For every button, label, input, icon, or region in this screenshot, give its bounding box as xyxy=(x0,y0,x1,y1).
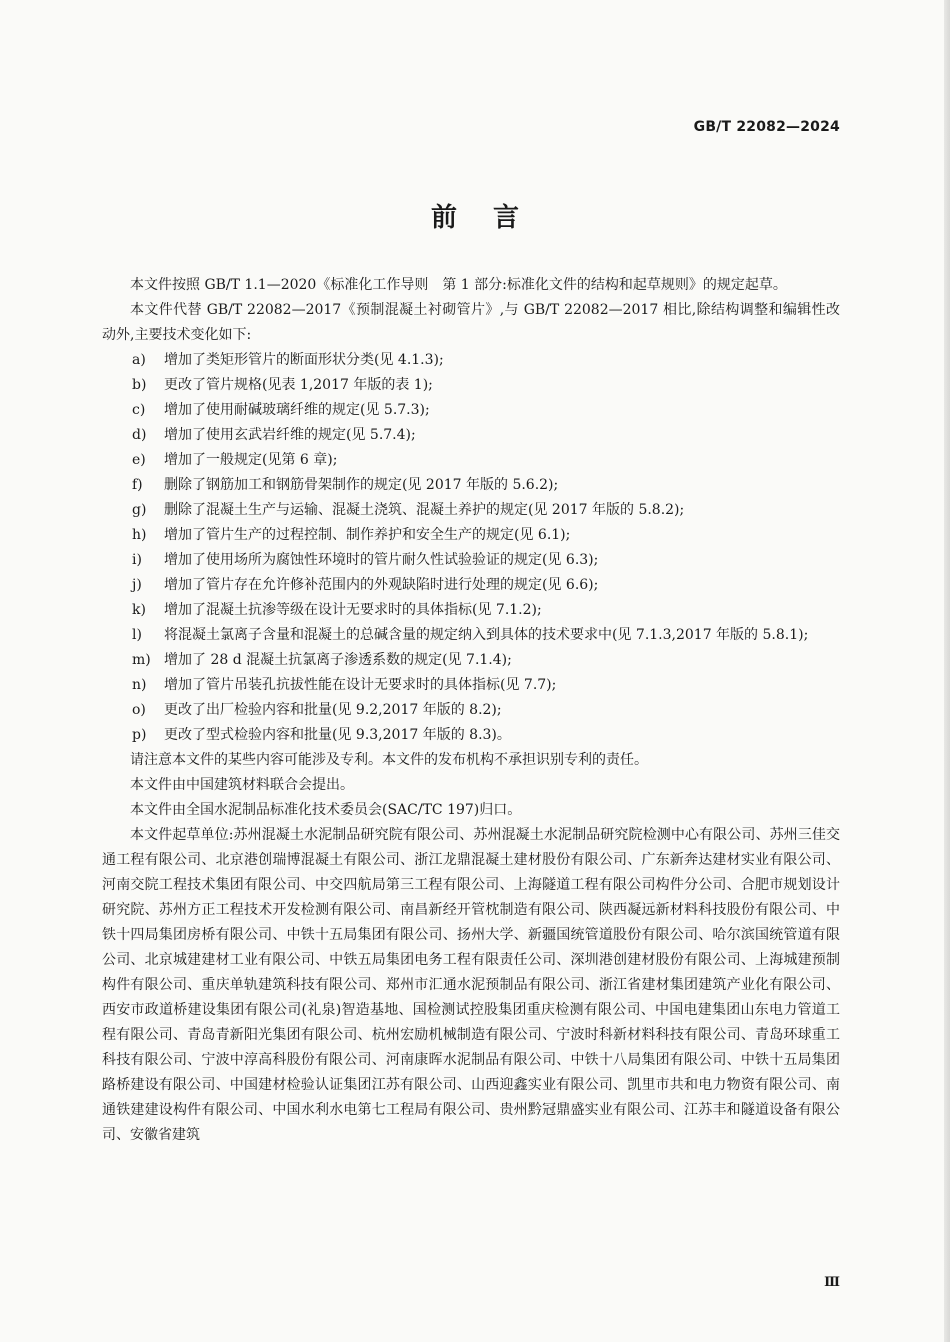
paragraph-proposer: 本文件由中国建筑材料联合会提出。 xyxy=(130,777,354,793)
list-item-text: 增加了使用场所为腐蚀性环境时的管片耐久性试验验证的规定(见 6.3); xyxy=(164,552,599,568)
list-item xyxy=(102,598,840,623)
list-item-text: 删除了钢筋加工和钢筋骨架制作的规定(见 2017 年版的 5.6.2); xyxy=(164,477,559,493)
list-marker: n) xyxy=(132,677,147,693)
list-marker: l) xyxy=(132,627,142,643)
foreword-body xyxy=(102,273,840,1148)
list-item xyxy=(102,473,840,498)
list-marker: f) xyxy=(132,477,143,493)
list-item-text: 增加了一般规定(见第 6 章); xyxy=(164,452,338,468)
list-marker: b) xyxy=(132,377,147,393)
list-item-text: 更改了管片规格(见表 1,2017 年版的表 1); xyxy=(164,377,433,393)
list-marker: j) xyxy=(132,577,142,593)
list-item-text: 更改了型式检验内容和批量(见 9.3,2017 年版的 8.3)。 xyxy=(164,727,511,743)
list-item xyxy=(102,623,840,648)
list-marker: d) xyxy=(132,427,147,443)
list-item xyxy=(102,673,840,698)
list-item xyxy=(102,698,840,723)
list-item-text: 增加了使用耐碱玻璃纤维的规定(见 5.7.3); xyxy=(164,402,430,418)
paragraph-patent-notice: 请注意本文件的某些内容可能涉及专利。本文件的发布机构不承担识别专利的责任。 xyxy=(130,752,648,768)
list-marker: g) xyxy=(132,502,147,518)
paragraph-drafting-rule: 本文件按照 GB/T 1.1—2020《标准化工作导则 第 1 部分:标准化文件的结构和起草规则》的规定起草。 xyxy=(130,277,787,293)
list-item xyxy=(102,348,840,373)
list-item xyxy=(102,648,840,673)
list-item-text: 增加了管片生产的过程控制、制作养护和安全生产的规定(见 6.1); xyxy=(164,527,571,543)
list-item-text: 将混凝土氯离子含量和混凝土的总碱含量的规定纳入到具体的技术要求中(见 7.1.3,2017 年版的 5.8.1); xyxy=(164,627,809,643)
page-number: Ⅲ xyxy=(824,1275,840,1290)
list-marker: p) xyxy=(132,727,147,743)
list-item-text: 增加了混凝土抗渗等级在设计无要求时的具体指标(见 7.1.2); xyxy=(164,602,542,618)
list-item xyxy=(102,373,840,398)
list-item-text: 增加了 28 d 混凝土抗氯离子渗透系数的规定(见 7.1.4); xyxy=(164,652,512,668)
list-marker: o) xyxy=(132,702,146,718)
list-item xyxy=(102,573,840,598)
list-item-text: 更改了出厂检验内容和批量(见 9.2,2017 年版的 8.2); xyxy=(164,702,502,718)
list-marker: c) xyxy=(132,402,146,418)
list-item xyxy=(102,548,840,573)
list-item xyxy=(102,423,840,448)
list-item xyxy=(102,498,840,523)
list-marker: a) xyxy=(132,352,146,368)
list-item-text: 增加了使用玄武岩纤维的规定(见 5.7.4); xyxy=(164,427,416,443)
list-marker: h) xyxy=(132,527,147,543)
list-item xyxy=(102,448,840,473)
list-item-text: 删除了混凝土生产与运输、混凝土浇筑、混凝土养护的规定(见 2017 年版的 5.8.2); xyxy=(164,502,685,518)
list-item-text: 增加了管片存在允许修补范围内的外观缺陷时进行处理的规定(见 6.6); xyxy=(164,577,599,593)
document-code: GB/T 22082—2024 xyxy=(693,119,840,135)
list-item-text: 增加了类矩形管片的断面形状分类(见 4.1.3); xyxy=(164,352,444,368)
list-item xyxy=(102,723,840,748)
changes-list xyxy=(102,348,840,748)
paragraph-committee: 本文件由全国水泥制品标准化技术委员会(SAC/TC 197)归口。 xyxy=(130,802,522,818)
list-item-text: 增加了管片吊装孔抗拔性能在设计无要求时的具体指标(见 7.7); xyxy=(164,677,557,693)
list-marker: i) xyxy=(132,552,142,568)
page-title: 前言 xyxy=(430,203,555,233)
list-item xyxy=(102,523,840,548)
list-item xyxy=(102,398,840,423)
paragraph-drafting-units: 本文件起草单位:苏州混凝土水泥制品研究院有限公司、苏州混凝土水泥制品研究院检测中心有限公司、苏州三佳交通工程有限公司、北京港创瑞博混凝土有限公司、浙江龙鼎混凝土建材股份有限公司、广东新奔达建材实业有限公司、河南交院工程技术集团有限公司、中交四航局第三工程有限公司、上海隧道工程有限公司构件分公司、合肥市规划设计研究院、苏州方正工程技术开发检测有限公司、南昌新经开管枕制造有限公司、陕西凝远新材料科技股份有限公司、中铁十四局集团房桥有限公司、中铁十五局集团有限公司、扬州大学、新疆国统管道股份有限公司、哈尔滨国统管道有限公司、北京城建建材工业有限公司、中铁五局集团电务工程有限责任公司、深圳港创建材股份有限公司、上海城建预制构件有限公司、重庆单轨建筑科技有限公司、郑州市汇通水泥预制品有限公司、浙江省建材集团建筑产业化有限公司、西安市政道桥建设集团有限公司(礼泉)智造基地、国检测试控股集团重庆检测有限公司、中国电建集团山东电力管道工程有限公司、青岛青新阳光集团有限公司、杭州宏励机械制造有限公司、宁波时科新材料科技有限公司、青岛环球重工科技有限公司、宁波中淳高科股份有限公司、河南康晖水泥制品有限公司、中铁十八局集团有限公司、中铁十五局集团路桥建设有限公司、中国建材检验认证集团江苏有限公司、山西迎鑫实业有限公司、凯里市共和电力物资有限公司、南通铁建建设构件有限公司、中国水利水电第七工程局有限公司、贵州黔冠鼎盛实业有限公司、江苏丰和隧道设备有限公司、安徽省建筑 xyxy=(102,827,840,1143)
list-marker: m) xyxy=(132,652,151,668)
list-marker: k) xyxy=(132,602,146,618)
list-marker: e) xyxy=(132,452,146,468)
paragraph-replacement: 本文件代替 GB/T 22082—2017《预制混凝土衬砌管片》,与 GB/T 22082—2017 相比,除结构调整和编辑性改动外,主要技术变化如下: xyxy=(102,302,840,343)
